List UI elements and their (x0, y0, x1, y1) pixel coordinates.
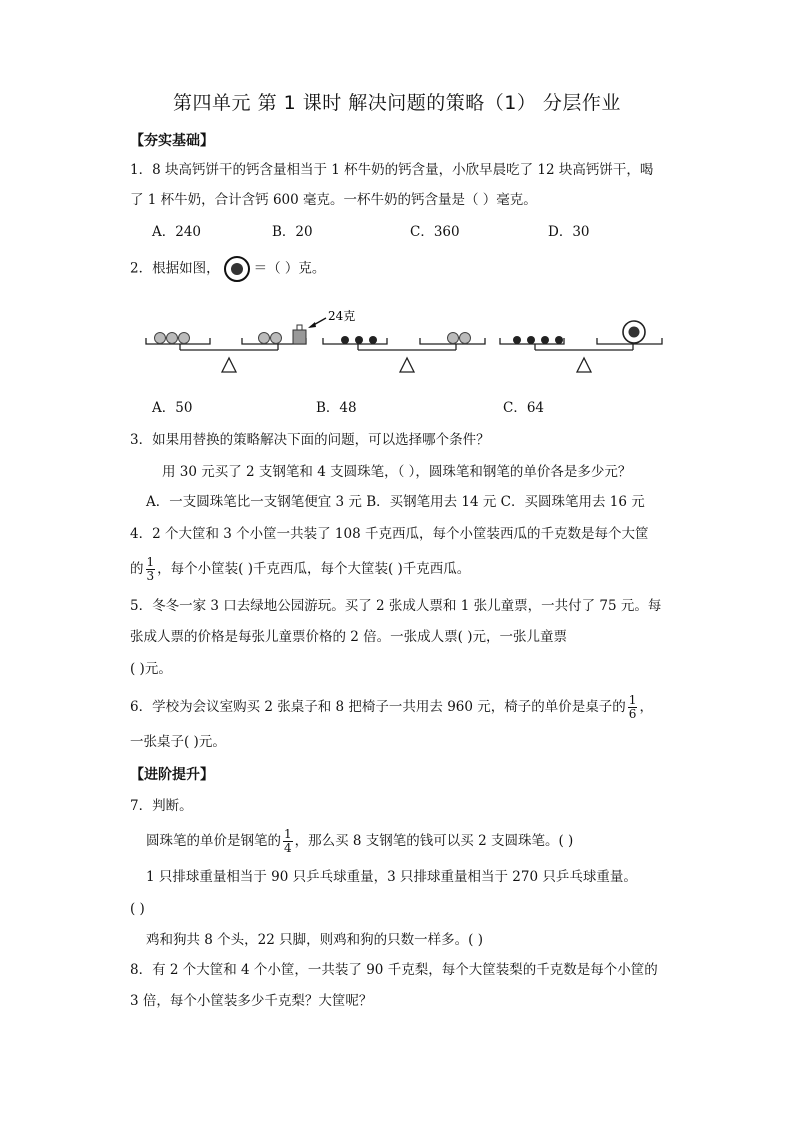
q7-fraction-denominator: 4 (284, 841, 292, 855)
balance-scale-1 (146, 309, 355, 372)
q8-line1: 8．有 2 个大筐和 4 个小筐，一共装了 90 千克梨，每个大筐装梨的千克数是每个小筐的 (130, 962, 658, 978)
q1-option-d: D．30 (548, 224, 590, 240)
q1-line1: 1．8 块高钙饼干的钙含量相当于 1 杯牛奶的钙含量，小欣早晨吃了 12 块高钙饼干，喝 (130, 162, 654, 178)
q2-prefix: 2．根据如图， (130, 260, 220, 277)
q4-fraction-denominator: 3 (146, 569, 155, 583)
q7-fraction (283, 828, 293, 855)
q1-option-c: C．360 (410, 224, 460, 240)
q7-a-pre: 圆珠笔的单价是钢笔的 (146, 833, 281, 849)
q6-fraction-numerator: 1 (628, 693, 637, 707)
balance-scale-3 (500, 321, 662, 372)
q8-line2: 3 倍，每个小筐装多少千克梨？大筐呢？ (130, 993, 373, 1009)
q7-statement-b: 1 只排球重量相当于 90 只乒乓球重量，3 只排球重量相当于 270 只乒乓球重量。 (146, 869, 637, 885)
balance-scales-figure (140, 300, 670, 382)
q3-line2: 用 30 元买了 2 支钢笔和 4 支圆珠笔，（ ），圆珠笔和钢笔的单价各是多少元？ (162, 464, 632, 480)
q2-option-c: C．64 (503, 400, 545, 416)
q1-option-b: B．20 (272, 224, 313, 240)
q5-line3: ( )元。 (130, 661, 172, 677)
q5-line1: 5．冬冬一家 3 口去绿地公园游玩。买了 2 张成人票和 1 张儿童票，一共付了 75 元。每 (130, 598, 662, 614)
q2-option-b: B．48 (316, 400, 357, 416)
target-ring-icon (224, 256, 250, 282)
q7-a-post: ，那么买 8 支钢笔的钱可以买 2 支圆珠笔。( ) (294, 833, 574, 849)
q7-statement-a (146, 828, 573, 855)
q4-line2 (130, 556, 470, 583)
q7-line1: 7．判断。 (130, 798, 193, 814)
q2-suffix: ＝（ ）克。 (253, 260, 326, 277)
section-advanced-heading: 【进阶提升】 (130, 767, 214, 783)
balance-scale-2 (323, 333, 485, 373)
q7-statement-c: 鸡和狗共 8 个头，22 只脚，则鸡和狗的只数一样多。( ) (146, 932, 483, 948)
q2-question (130, 256, 325, 282)
q4-pre: 的 (130, 561, 144, 577)
q3-options: A．一支圆珠笔比一支钢笔便宜 3 元 B．买钢笔用去 14 元 C．买圆珠笔用去 16 元 (146, 494, 645, 510)
q6-fraction-denominator: 6 (628, 707, 637, 721)
q6-pre: 6．学校为会议室购买 2 张桌子和 8 把椅子一共用去 960 元，椅子的单价是桌子的 (130, 699, 626, 715)
q2-option-a: A．50 (152, 400, 193, 416)
q7-statement-b-paren: ( ) (130, 901, 145, 917)
q4-fraction-numerator: 1 (146, 555, 155, 569)
q1-line2: 了 1 杯牛奶，合计含钙 600 毫克。一杯牛奶的钙含量是（ ）毫克。 (130, 192, 537, 208)
weight-block-icon (293, 330, 306, 344)
q4-post: ，每个小筐装( )千克西瓜，每个大筐装( )千克西瓜。 (157, 561, 471, 577)
q1-option-a: A．240 (152, 224, 202, 240)
q6-fraction (628, 694, 638, 721)
q6-post: ， (639, 699, 653, 715)
page-title: 第四单元 第 1 课时 解决问题的策略（1） 分层作业 (173, 92, 621, 114)
q4-fraction (146, 556, 156, 583)
q5-line2: 张成人票的价格是每张儿童票价格的 2 倍。一张成人票( )元，一张儿童票 (130, 629, 567, 645)
section-basic-heading: 【夯实基础】 (130, 133, 214, 149)
q6-line1 (130, 694, 653, 721)
q6-line2: 一张桌子( )元。 (130, 734, 226, 750)
q7-fraction-numerator: 1 (284, 827, 292, 841)
q4-line1: 4．2 个大筐和 3 个小筐一共装了 108 千克西瓜，每个小筐装西瓜的千克数是每个大筐 (130, 526, 649, 542)
weight-label: 24克 (328, 309, 356, 323)
q3-line1: 3．如果用替换的策略解决下面的问题，可以选择哪个条件？ (130, 432, 490, 448)
